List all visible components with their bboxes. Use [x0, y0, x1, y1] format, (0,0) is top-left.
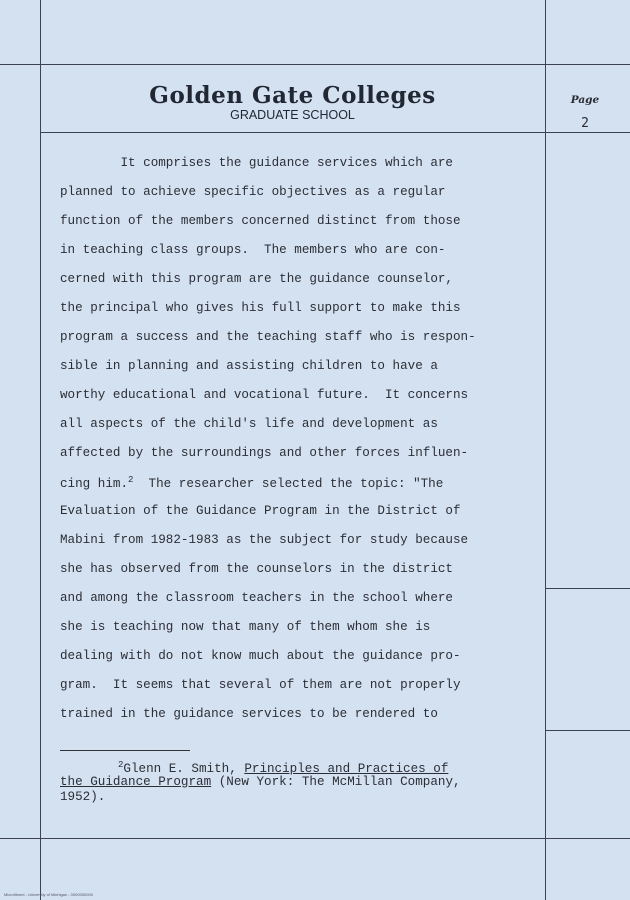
- body-line: Mabini from 1982-1983 as the subject for study because: [60, 533, 469, 547]
- right-margin-rule: [545, 0, 546, 900]
- body-line: Evaluation of the Guidance Program in the District of: [60, 504, 461, 518]
- body-line-with-footnote-ref: [60, 475, 443, 491]
- left-margin-rule: [40, 0, 41, 900]
- body-line: affected by the surroundings and other forces influen-: [60, 446, 469, 460]
- footnote-line-3: 1952).: [60, 790, 106, 804]
- microfilm-stamp: Microfilmed - University of Michigan - 0000000000: [4, 892, 93, 897]
- footnote-divider: [60, 750, 190, 751]
- body-line: planned to achieve specific objectives as a regular: [60, 185, 446, 199]
- body-line-rest: The researcher selected the topic: "The: [133, 477, 444, 492]
- footnote-line-2: [60, 775, 461, 789]
- body-line: in teaching class groups. The members who are con-: [60, 243, 446, 257]
- body-line: she has observed from the counselors in the district: [60, 562, 453, 576]
- footnote-book-title: Principles and Practices of: [244, 762, 449, 777]
- footnote-marker: 2: [118, 760, 124, 770]
- body-line: trained in the guidance services to be rendered to: [60, 707, 438, 721]
- page-number: 2: [581, 116, 589, 131]
- footnote-author: Glenn E. Smith,: [123, 762, 245, 777]
- college-name: Golden Gate Colleges: [149, 82, 436, 109]
- body-line: It comprises the guidance services which are: [60, 156, 453, 170]
- footer-rule: [0, 838, 630, 839]
- body-line: and among the classroom teachers in the school where: [60, 591, 453, 605]
- body-line: all aspects of the child's life and development as: [60, 417, 438, 431]
- footnote-publisher: (New York: The McMillan Company,: [211, 775, 461, 789]
- body-line: worthy educational and vocational future. It concerns: [60, 388, 469, 402]
- body-line-start: cing him.: [60, 477, 129, 492]
- body-line: she is teaching now that many of them whom she is: [60, 620, 431, 634]
- header-bottom-rule: [40, 132, 545, 133]
- body-line: cerned with this program are the guidance counselor,: [60, 272, 453, 286]
- body-line: the principal who gives his full support to make this: [60, 301, 461, 315]
- margin-rule-1: [545, 588, 630, 589]
- body-line: sible in planning and assisting children to have a: [60, 359, 438, 373]
- body-line: dealing with do not know much about the guidance pro-: [60, 649, 461, 663]
- body-line: gram. It seems that several of them are not properly: [60, 678, 461, 692]
- page-label: Page: [570, 94, 600, 106]
- header-top-rule: [0, 64, 630, 65]
- school-name: GRADUATE SCHOOL: [230, 108, 355, 122]
- footnote-line-1: [118, 760, 448, 776]
- page-box-bottom-rule: [545, 132, 630, 133]
- margin-rule-2: [545, 730, 630, 731]
- footnote-book-title-cont: the Guidance Program: [60, 775, 212, 789]
- body-line: program a success and the teaching staff who is respon-: [60, 330, 476, 344]
- footnote-reference: 2: [128, 475, 134, 485]
- body-line: function of the members concerned distinct from those: [60, 214, 461, 228]
